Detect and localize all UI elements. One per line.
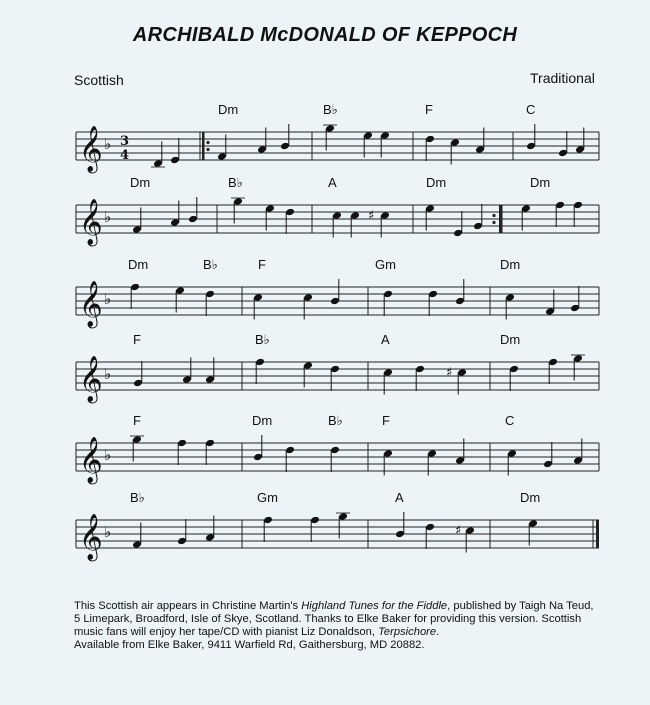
- chord-symbol: Dm: [128, 257, 149, 272]
- chord-symbol: B♭: [203, 257, 218, 272]
- chord-symbol: Dm: [252, 413, 273, 428]
- notes-text-1: This Scottish air appears in Christine Martin's: [74, 600, 302, 612]
- key-signature-flat: ♭: [104, 135, 112, 153]
- treble-clef: 𝄞: [79, 514, 103, 560]
- chord-symbol: A: [328, 175, 337, 190]
- treble-clef: 𝄞: [79, 356, 103, 402]
- chord-symbol: C: [505, 413, 515, 428]
- chord-symbol: B♭: [328, 413, 343, 428]
- repeat-bar: [202, 132, 205, 160]
- album-title: Terpsichore: [378, 626, 437, 638]
- key-signature-flat: ♭: [104, 446, 112, 464]
- chord-symbol: C: [526, 102, 536, 117]
- key-signature-flat: ♭: [104, 523, 112, 541]
- chord-symbol: Dm: [500, 257, 521, 272]
- chord-symbol: F: [258, 257, 266, 272]
- time-signature-top: 3: [120, 134, 130, 149]
- sharp-accidental: ♯: [368, 208, 375, 224]
- chord-symbol: F: [133, 332, 141, 347]
- key-signature-flat: ♭: [104, 365, 112, 383]
- chord-symbol: Dm: [426, 175, 447, 190]
- chord-symbol: Gm: [257, 490, 278, 505]
- chord-symbol: Gm: [375, 257, 396, 272]
- chord-symbol: A: [395, 490, 404, 505]
- chord-symbol: Dm: [500, 332, 521, 347]
- tune-origin: Scottish: [74, 72, 124, 88]
- tune-composer: Traditional: [530, 70, 595, 86]
- chord-symbol: B♭: [228, 175, 243, 190]
- repeat-dot: [206, 148, 209, 151]
- key-signature-flat: ♭: [104, 290, 112, 308]
- treble-clef: 𝄞: [79, 199, 103, 245]
- notes-text-2: , published by Taigh Na Teud, 5 Limepark, Broadford, Isle of Skye, Scotland. Thanks to Elke Baker for providing this version. Scottish music fans will enjoy her tape/CD with pianist Liz Donaldson,: [74, 600, 594, 638]
- sharp-accidental: ♯: [446, 365, 453, 381]
- sharp-accidental: ♯: [455, 523, 462, 539]
- repeat-dot: [492, 214, 495, 217]
- chord-symbol: Dm: [520, 490, 541, 505]
- treble-clef: 𝄞: [79, 281, 103, 327]
- tune-title: ARCHIBALD McDONALD OF KEPPOCH: [132, 24, 518, 46]
- repeat-bar: [499, 205, 502, 233]
- chord-symbol: B♭: [130, 490, 145, 505]
- chord-symbol: F: [425, 102, 433, 117]
- treble-clef: 𝄞: [79, 437, 103, 483]
- book-title: Highland Tunes for the Fiddle: [301, 600, 448, 612]
- chord-symbol: Dm: [130, 175, 151, 190]
- chord-symbol: F: [382, 413, 390, 428]
- notes-text-4: Available from Elke Baker, 9411 Warfield Rd, Gaithersburg, MD 20882.: [74, 639, 425, 651]
- notes-text-3: .: [436, 626, 440, 638]
- time-signature-bottom: 4: [120, 148, 130, 163]
- source-notes: [74, 600, 594, 652]
- chord-symbol: Dm: [530, 175, 551, 190]
- chord-symbol: A: [381, 332, 390, 347]
- chord-symbol: B♭: [255, 332, 270, 347]
- treble-clef: 𝄞: [79, 126, 103, 172]
- key-signature-flat: ♭: [104, 208, 112, 226]
- repeat-dot: [492, 221, 495, 224]
- repeat-dot: [206, 141, 209, 144]
- final-barline: [596, 520, 599, 548]
- chord-symbol: Dm: [218, 102, 239, 117]
- chord-symbol: F: [133, 413, 141, 428]
- chord-symbol: B♭: [323, 102, 338, 117]
